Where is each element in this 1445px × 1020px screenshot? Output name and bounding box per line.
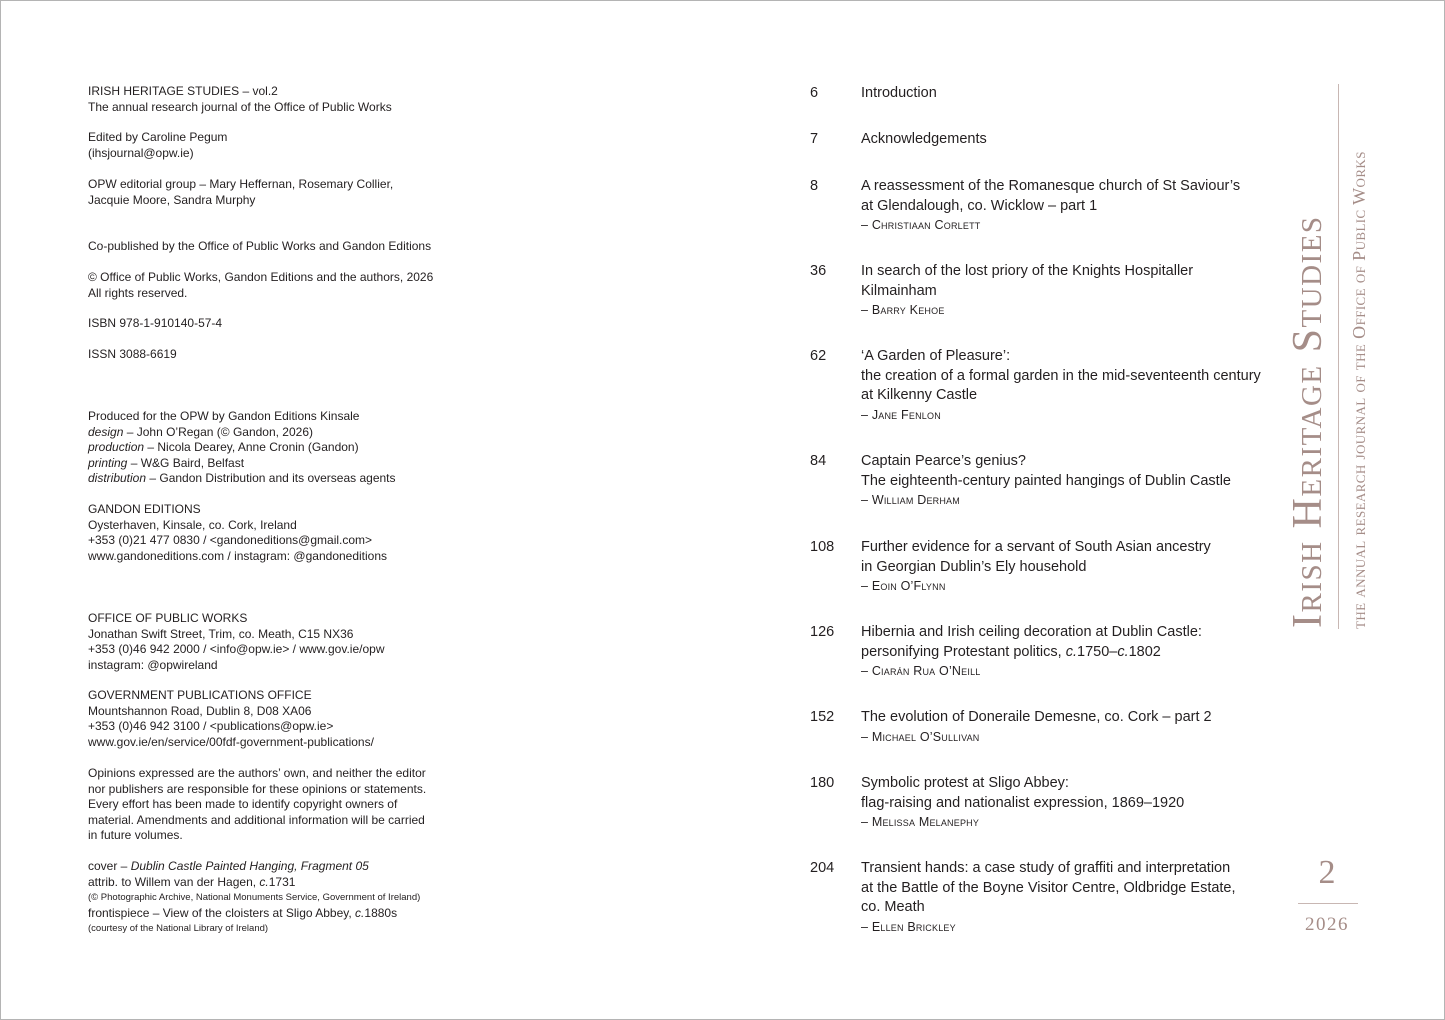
entry-text [861, 84, 1281, 104]
page-number: 108 [810, 539, 835, 555]
spine-divider [1338, 84, 1339, 629]
gpo-contact: +353 (0)46 942 3100 / <publications@opw.ie> [88, 719, 334, 733]
distribution-label: distribution [88, 471, 147, 485]
entry-author [861, 728, 1281, 748]
entry-text [861, 623, 1281, 682]
gpo-name: GOVERNMENT PUBLICATIONS OFFICE [88, 688, 312, 702]
journal-description: The annual research journal of the Office of Public Works [88, 99, 392, 114]
entry-title-line: the creation of a formal garden in the mid-seventeenth century [861, 367, 1261, 384]
entry-author [861, 406, 1281, 426]
frontis-prefix: frontispiece – View of the cloisters at Sligo Abbey, [88, 905, 356, 920]
production-value: – Nicola Dearey, Anne Cronin (Gandon) [144, 440, 359, 454]
rights-line: All rights reserved. [88, 285, 188, 300]
opw-address: Jonathan Swift Street, Trim, co. Meath, C15 NX36 [88, 626, 354, 641]
gandon-contact: +353 (0)21 477 0830 / <gandoneditions@gmail.com> [88, 533, 373, 547]
entry-title-line: Kilmainham [861, 282, 937, 299]
entry-title-line: Hibernia and Irish ceiling decoration at Dublin Castle: [861, 624, 1202, 640]
opw-name: OFFICE OF PUBLIC WORKS [88, 611, 248, 625]
production-credit [88, 440, 588, 456]
copyright-block [88, 270, 588, 301]
author-dash: – [861, 664, 872, 678]
author-dash: – [861, 493, 872, 507]
entry-author [861, 813, 1281, 833]
entry-year: 1802 [1128, 643, 1161, 660]
entry-title-line: Captain Pearce’s genius? [861, 453, 1026, 469]
disclaimer-line-1: Opinions expressed are the authors’ own, and neither the editor [88, 766, 426, 780]
printing-value: – W&G Baird, Belfast [127, 455, 245, 470]
author-name: Michael O’Sullivan [871, 729, 980, 744]
circa-abbrev: c. [1065, 643, 1077, 660]
entry-title-line: Symbolic protest at Sligo Abbey: [861, 775, 1069, 791]
entry-year: 1750– [1077, 643, 1118, 660]
entry-text [861, 708, 1281, 747]
issn-block [88, 347, 588, 363]
volume-year: 2026 [1305, 914, 1349, 935]
entry-title-line: ‘A Garden of Pleasure’: [861, 348, 1011, 364]
copublished-block [88, 239, 588, 255]
cover-prefix: cover – [88, 859, 131, 873]
cover-title: Dublin Castle Painted Hanging, Fragment 05 [130, 859, 369, 873]
opw-contact: +353 (0)46 942 2000 / <info@opw.ie> / www.gov.ie/opw [88, 642, 385, 656]
entry-text [861, 452, 1281, 511]
cover-caption [88, 859, 588, 875]
editorial-group [88, 177, 588, 208]
printing-label: printing [88, 455, 128, 470]
entry-title-line: Transient hands: a case study of graffiti and interpretation [861, 860, 1231, 876]
gandon-name: GANDON EDITIONS [88, 502, 201, 516]
page-number: 152 [810, 709, 835, 725]
entry-title-line: at Kilkenny Castle [861, 387, 978, 403]
editorial-line-2: Jacquie Moore, Sandra Murphy [88, 192, 256, 207]
image-credits [88, 859, 588, 937]
page-number: 204 [810, 860, 835, 876]
journal-title-vertical: Irish Heritage Studies [1285, 215, 1331, 628]
entry-author [861, 216, 1281, 236]
entry-text [861, 130, 1281, 150]
entry-title: Introduction [861, 85, 937, 101]
edited-by: Edited by Caroline Pegum [88, 130, 228, 144]
circa-abbrev: c. [259, 874, 269, 889]
author-dash: – [861, 919, 872, 934]
production-label: production [88, 440, 145, 454]
editorial-line-1: OPW editorial group – Mary Heffernan, Rosemary Collier, [88, 177, 394, 191]
editor-block [88, 130, 588, 161]
volume-divider [1298, 903, 1358, 904]
author-name: Jane Fenlon [871, 407, 941, 422]
isbn-block [88, 316, 588, 332]
frontis-year: 1880s [364, 905, 398, 920]
cover-attrib-prefix: attrib. to Willem van der Hagen, [88, 874, 260, 889]
page-number: 7 [810, 131, 819, 147]
author-name: Ciarán Rua O’Neill [871, 664, 981, 678]
entry-title-line: The eighteenth-century painted hangings of Dublin Castle [861, 472, 1231, 489]
author-dash: – [861, 729, 872, 744]
design-credit [88, 425, 588, 441]
entry-title-line: flag-raising and nationalist expression, 1869–1920 [861, 794, 1185, 811]
entry-author [861, 491, 1281, 511]
cover-attribution [88, 875, 588, 891]
page-number: 62 [810, 348, 827, 364]
entry-author [861, 577, 1281, 597]
author-dash: – [861, 815, 872, 829]
circa-abbrev: c. [1117, 643, 1129, 660]
entry-author [861, 918, 1281, 938]
author-name: Eoin O’Flynn [871, 579, 946, 593]
entry-title-line: at Glendalough, co. Wicklow – part 1 [861, 197, 1098, 214]
disclaimer-line-3: Every effort has been made to identify copyright owners of [88, 797, 398, 811]
design-value: – John O’Regan (© Gandon, 2026) [123, 424, 314, 439]
entry-title-line: at the Battle of the Boyne Visitor Centre, Oldbridge Estate, [861, 879, 1236, 896]
printing-credit [88, 456, 588, 472]
disclaimer-line-4: material. Amendments and additional information will be carried [88, 812, 425, 827]
gpo-web: www.gov.ie/en/service/00fdf-government-publications/ [88, 734, 374, 749]
produced-line: Produced for the OPW by Gandon Editions Kinsale [88, 409, 360, 423]
entry-title: Acknowledgements [861, 131, 987, 147]
entry-title-line: The evolution of Doneraile Demesne, co. Cork – part 2 [861, 709, 1212, 725]
author-dash: – [861, 579, 872, 593]
entry-text [861, 859, 1281, 937]
page-number: 6 [810, 85, 819, 101]
gpo-address-block [88, 688, 588, 750]
entry-text [861, 538, 1281, 597]
entry-text [861, 347, 1281, 425]
isbn: ISBN 978-1-910140-57-4 [88, 316, 223, 330]
production-credits [88, 409, 588, 487]
author-name: Barry Kehoe [871, 303, 945, 317]
author-name: William Derham [871, 493, 960, 507]
volume-number: 2 [1318, 854, 1336, 891]
disclaimer-line-2: nor publishers are responsible for these opinions or statements. [88, 781, 427, 796]
entry-title-line: in Georgian Dublin’s Ely household [861, 558, 1087, 575]
gandon-web: www.gandoneditions.com / instagram: @gandoneditions [88, 548, 388, 563]
circa-abbrev: c. [355, 905, 365, 920]
disclaimer-line-5: in future volumes. [88, 828, 183, 842]
page-number: 36 [810, 263, 827, 279]
frontispiece-credit: (courtesy of the National Library of Ireland) [88, 923, 269, 934]
journal-subtitle-vertical: the annual research journal of the Office of Public Works [1349, 151, 1369, 629]
entry-author [861, 662, 1281, 682]
series-line: IRISH HERITAGE STUDIES – vol.2 [88, 84, 278, 98]
entry-text [861, 177, 1281, 236]
author-dash: – [861, 218, 872, 232]
page-number: 126 [810, 624, 835, 640]
entry-title-line: Further evidence for a servant of South Asian ancestry [861, 539, 1211, 555]
entry-title-line: In search of the lost priory of the Knights Hospitaller [861, 263, 1194, 279]
issn: ISSN 3088-6619 [88, 347, 177, 361]
entry-author [861, 301, 1281, 321]
author-name: Melissa Melanephy [871, 815, 980, 829]
frontispiece-caption [88, 906, 588, 922]
cover-year: 1731 [268, 874, 296, 889]
editor-email: (ihsjournal@opw.ie) [88, 145, 194, 160]
gandon-address-block [88, 502, 588, 564]
opw-address-block [88, 611, 588, 673]
entry-title-fragment: personifying Protestant politics, [861, 643, 1066, 660]
copublished-line: Co-published by the Office of Public Works and Gandon Editions [88, 239, 432, 253]
distribution-value: – Gandon Distribution and its overseas agents [146, 471, 396, 485]
opw-instagram: instagram: @opwireland [88, 657, 218, 672]
author-dash: – [861, 407, 872, 422]
disclaimer [88, 766, 588, 844]
gandon-address: Oysterhaven, Kinsale, co. Cork, Ireland [88, 517, 297, 532]
entry-title-line: A reassessment of the Romanesque church of St Saviour’s [861, 178, 1241, 194]
author-name: Ellen Brickley [871, 919, 956, 934]
entry-title-line: co. Meath [861, 899, 925, 915]
entry-text [861, 774, 1281, 833]
series-block [88, 84, 588, 115]
entry-title-line [861, 643, 1281, 663]
distribution-credit [88, 471, 588, 487]
page-number: 180 [810, 775, 835, 791]
gpo-address: Mountshannon Road, Dublin 8, D08 XA06 [88, 703, 312, 718]
author-dash: – [861, 303, 872, 317]
design-label: design [88, 424, 124, 439]
author-name: Christiaan Corlett [871, 218, 981, 232]
cover-credit: (© Photographic Archive, National Monuments Service, Government of Ireland) [88, 892, 421, 903]
page-number: 84 [810, 453, 827, 469]
page-number: 8 [810, 178, 819, 194]
entry-text [861, 262, 1281, 321]
copyright-line: © Office of Public Works, Gandon Editions and the authors, 2026 [88, 270, 434, 284]
